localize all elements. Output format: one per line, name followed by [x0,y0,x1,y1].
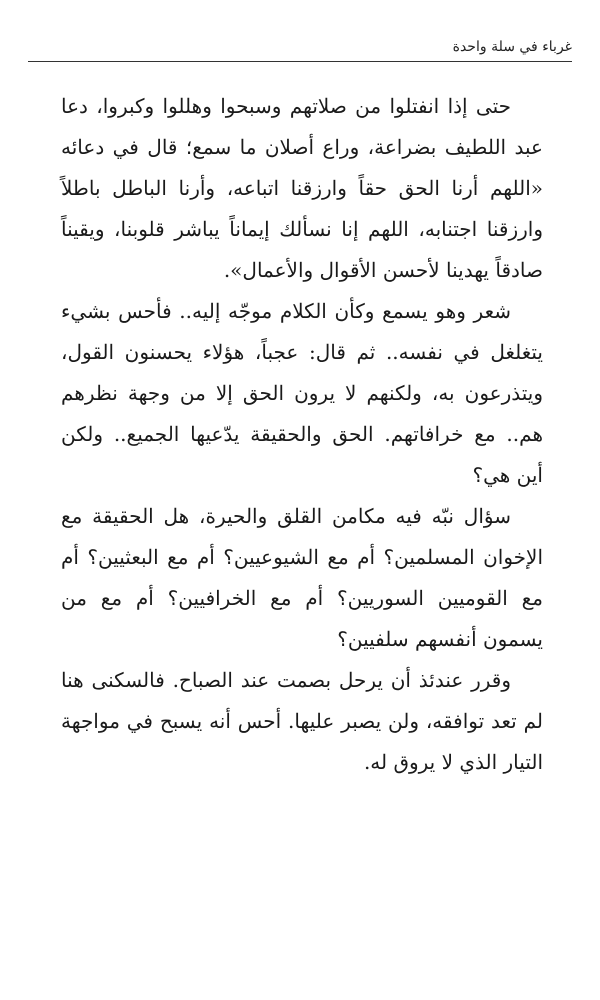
paragraph-1: حتى إذا انفتلوا من صلاتهم وسبحوا وهللوا وكبروا، دعا عبد اللطيف بضراعة، وراع أصلان ما سمع؛ قال في دعائه «اللهم أرنا الحق حقاً وارزقنا اتباعه، وأرنا الباطل باطلاً وارزقنا اجتنابه، اللهم إنا نسألك إيماناً يباشر قلوبنا، ويقيناً صادقاً يهدينا لأحسن الأقوال والأعمال». [61,94,543,282]
body-text [61,86,543,783]
book-title: غرباء في سلة واحدة [452,39,572,55]
paragraph-3: سؤال نبّه فيه مكامن القلق والحيرة، هل الحقيقة مع الإخوان المسلمين؟ أم مع الشيوعيين؟ أم مع البعثيين؟ أم مع القوميين السوريين؟ أم مع الخرافيين؟ أم مع من يسمون أنفسهم سلفيين؟ [61,504,543,651]
running-header [28,36,572,62]
paragraph-4: وقرر عندئذ أن يرحل بصمت عند الصباح. فالسكنى هنا لم تعد توافقه، ولن يصبر عليها. أحس أنه يسبح في مواجهة التيار الذي لا يروق له. [61,668,543,774]
paragraph-2: شعر وهو يسمع وكأن الكلام موجّه إليه.. فأحس بشيء يتغلغل في نفسه.. ثم قال: عجباً، هؤلاء يحسنون القول، ويتذرعون به، ولكنهم لا يرون الحق إلا من وجهة نظرهم هم.. مع خرافاتهم. الحق والحقيقة يدّعيها الجميع.. ولكن أين هي؟ [61,299,543,487]
header-rule [28,61,572,62]
